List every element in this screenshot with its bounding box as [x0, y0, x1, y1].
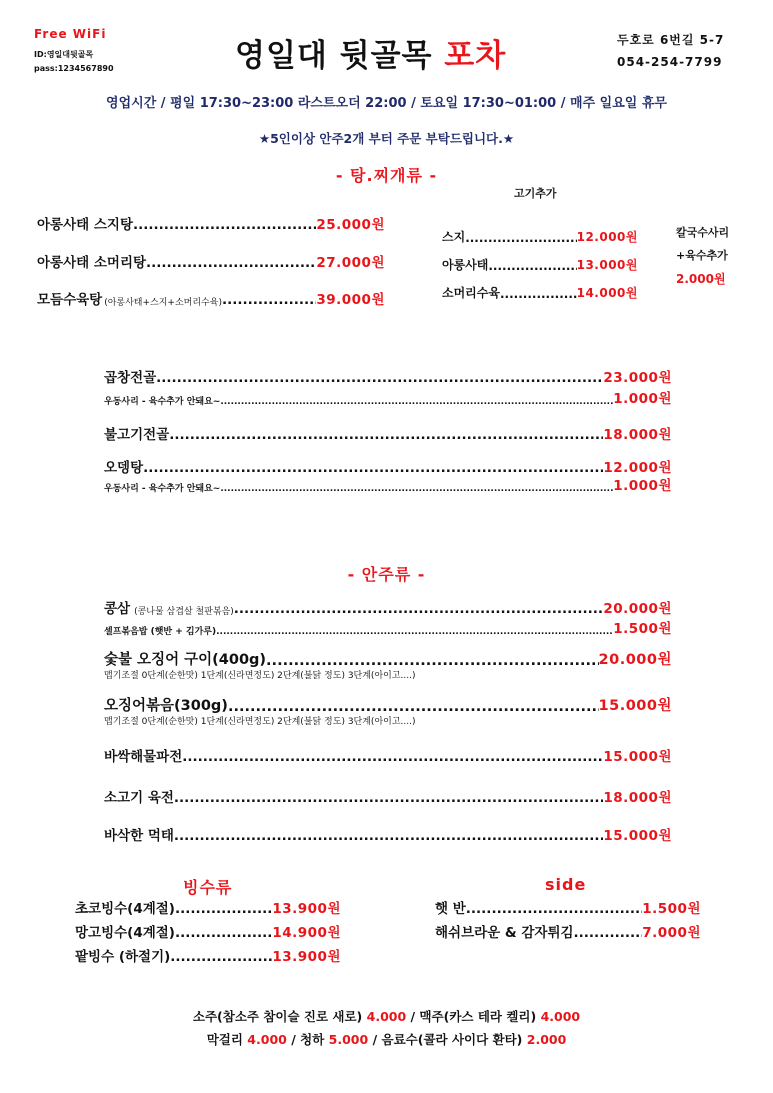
menu-item: [37, 288, 385, 308]
wifi-password: pass:1234567890: [34, 64, 114, 73]
dot-leader: [500, 287, 577, 301]
dot-leader: [266, 653, 598, 669]
phone-number: 054-254-7799: [617, 55, 723, 69]
item-price: 15.000원: [603, 828, 672, 844]
makgeolli-label: 막걸리: [206, 1032, 243, 1047]
item-price: 18.000원: [603, 427, 672, 443]
dot-leader: [175, 901, 272, 917]
item-note: 셀프볶음밥 (햇반 + 김가루): [104, 627, 217, 637]
side-section-title: side: [545, 875, 587, 894]
dot-leader: [220, 484, 613, 494]
item-price: 25.000원: [316, 217, 385, 233]
note-price: 1.500원: [613, 621, 672, 637]
beer-price: 4.000: [540, 1009, 581, 1024]
dot-leader: [216, 627, 613, 637]
wifi-id: ID:영일대뒷골목: [34, 50, 94, 59]
addon-item: [442, 256, 638, 273]
drinks-line-2: [0, 1030, 773, 1048]
menu-item: [104, 423, 672, 443]
menu-item: [104, 366, 672, 386]
item-name: 숯불 오징어 구이(400g): [104, 652, 267, 668]
item-price: 13.900원: [272, 901, 341, 917]
menu-item: [104, 824, 672, 844]
dot-leader: [574, 925, 643, 941]
noodle-addon-label: 칼국수사리: [676, 226, 730, 239]
spice-level-note: 맵기조절 0단계(순한맛) 1단계(신라면정도) 2단계(불닭 정도) 3단계(아이고....): [104, 717, 416, 727]
item-name: 모듬수육탕: [37, 292, 103, 308]
title-main: 영일대 뒷골목: [235, 38, 433, 74]
note-price: 1.000원: [613, 478, 672, 494]
dot-leader: [488, 259, 576, 273]
address: 두호로 6번길 5-7: [617, 33, 725, 47]
menu-item: [104, 745, 672, 765]
dot-leader: [133, 217, 316, 233]
menu-item-note: [104, 387, 672, 407]
separator: /: [410, 1009, 416, 1024]
item-price: 18.000원: [603, 790, 672, 806]
page-title: [235, 30, 506, 75]
menu-item-note: [104, 474, 672, 494]
item-name: 아롱사태 스지탕: [37, 217, 133, 233]
menu-item: [104, 786, 672, 806]
menu-item: [37, 251, 385, 271]
makgeolli-price: 4.000: [247, 1032, 287, 1047]
menu-item: [75, 945, 341, 965]
dot-leader: [146, 255, 316, 271]
item-name: 오징어볶음(300g): [104, 698, 228, 714]
item-name: 아롱사태 소머리탕: [37, 255, 147, 271]
menu-item: [435, 897, 701, 917]
menu-item: [104, 648, 672, 669]
item-price: 13.000원: [576, 258, 638, 272]
item-price: 15.000원: [603, 749, 672, 765]
broth-addon-label: +육수추가: [676, 249, 728, 262]
bingsu-section-title: 빙수류: [183, 878, 233, 897]
menu-item-note: [104, 617, 672, 637]
menu-item: [104, 456, 672, 476]
separator: /: [291, 1032, 296, 1047]
menu-item: [75, 897, 341, 917]
spice-level-note: 맵기조절 0단계(순한맛) 1단계(신라면정도) 2단계(불닭 정도) 3단계(아이고....): [104, 671, 416, 681]
item-name: 곱창전골: [104, 370, 157, 386]
item-name: 소머리수육: [442, 286, 500, 300]
soft-drink-label: 음료수(콜라 사이다 환타): [381, 1032, 523, 1047]
cheongha-label: 청하: [300, 1032, 325, 1047]
addon-item: [442, 228, 638, 245]
dot-leader: [175, 925, 272, 941]
item-name: 바삭한 먹태: [104, 828, 174, 844]
menu-item: [37, 213, 385, 233]
tang-section-title: - 탕.찌개류 -: [335, 166, 438, 185]
dot-leader: [222, 292, 316, 308]
soju-label: 소주(참소주 참이슬 진로 새로): [192, 1009, 363, 1024]
item-price: 27.000원: [316, 255, 385, 271]
addon-item: [442, 284, 638, 301]
title-accent: 포차: [444, 38, 507, 74]
item-price: 14.000원: [576, 286, 638, 300]
item-name: 소고기 육전: [104, 790, 174, 806]
item-note: 우동사리 - 육수추가 안돼요~: [104, 484, 221, 494]
separator: /: [372, 1032, 378, 1047]
drinks-line-1: [0, 1007, 773, 1025]
item-description: (콩나물 삼겹살 철판볶음): [134, 607, 234, 617]
dot-leader: [220, 397, 613, 407]
item-description: (아롱사태+스지+소머리수육): [104, 298, 222, 308]
item-name: 바싹해물파전: [104, 749, 183, 765]
beer-label: 맥주(카스 테라 켈리): [419, 1009, 537, 1024]
item-price: 20.000원: [598, 652, 672, 668]
item-price: 14.900원: [272, 925, 341, 941]
item-name: 불고기전골: [104, 427, 170, 443]
item-name: 초코빙수(4계절): [75, 901, 175, 917]
item-name: 아롱사태: [442, 258, 489, 272]
noodle-addon-price: 2.000원: [676, 272, 726, 286]
item-price: 12.000원: [603, 460, 672, 476]
dot-leader: [170, 949, 272, 965]
item-note: 우동사리 - 육수추가 안돼요~: [104, 397, 221, 407]
anju-section-title: - 안주류 -: [347, 565, 426, 584]
item-price: 39.000원: [316, 292, 385, 308]
dot-leader: [228, 699, 599, 715]
item-price: 7.000원: [642, 925, 701, 941]
item-name: 망고빙수(4계절): [75, 925, 175, 941]
note-price: 1.000원: [613, 391, 672, 407]
item-price: 13.900원: [272, 949, 341, 965]
dot-leader: [465, 231, 576, 245]
wifi-title: Free WiFi: [34, 27, 107, 41]
item-name: 햇 반: [435, 901, 466, 917]
menu-item: [104, 694, 672, 715]
item-name: 오뎅탕: [104, 460, 144, 476]
item-price: 15.000원: [598, 698, 672, 714]
dot-leader: [466, 901, 642, 917]
item-name: 팥빙수 (하절기): [75, 949, 171, 965]
item-price: 20.000원: [603, 601, 672, 617]
soft-drink-price: 2.000: [526, 1032, 567, 1047]
menu-item: [435, 921, 701, 941]
item-name: 콩삼: [104, 601, 131, 617]
dot-leader: [234, 601, 604, 617]
menu-item: [104, 597, 672, 617]
dot-leader: [174, 828, 603, 844]
item-name: 해쉬브라운 & 감자튀김: [435, 925, 574, 941]
dot-leader: [182, 749, 603, 765]
item-price: 23.000원: [603, 370, 672, 386]
order-notice: ★5인이상 안주2개 부터 주문 부탁드립니다.★: [258, 131, 515, 146]
dot-leader: [156, 370, 603, 386]
cheongha-price: 5.000: [328, 1032, 369, 1047]
menu-item: [75, 921, 341, 941]
dot-leader: [174, 790, 603, 806]
item-price: 1.500원: [642, 901, 701, 917]
soju-price: 4.000: [366, 1009, 407, 1024]
item-price: 12.000원: [576, 230, 638, 244]
dot-leader: [169, 427, 603, 443]
meat-addon-title: 고기추가: [514, 187, 557, 200]
item-name: 스지: [442, 230, 466, 244]
business-hours: 영업시간 / 평일 17:30~23:00 라스트오더 22:00 / 토요일 17:30~01:00 / 매주 일요일 휴무: [106, 96, 667, 111]
